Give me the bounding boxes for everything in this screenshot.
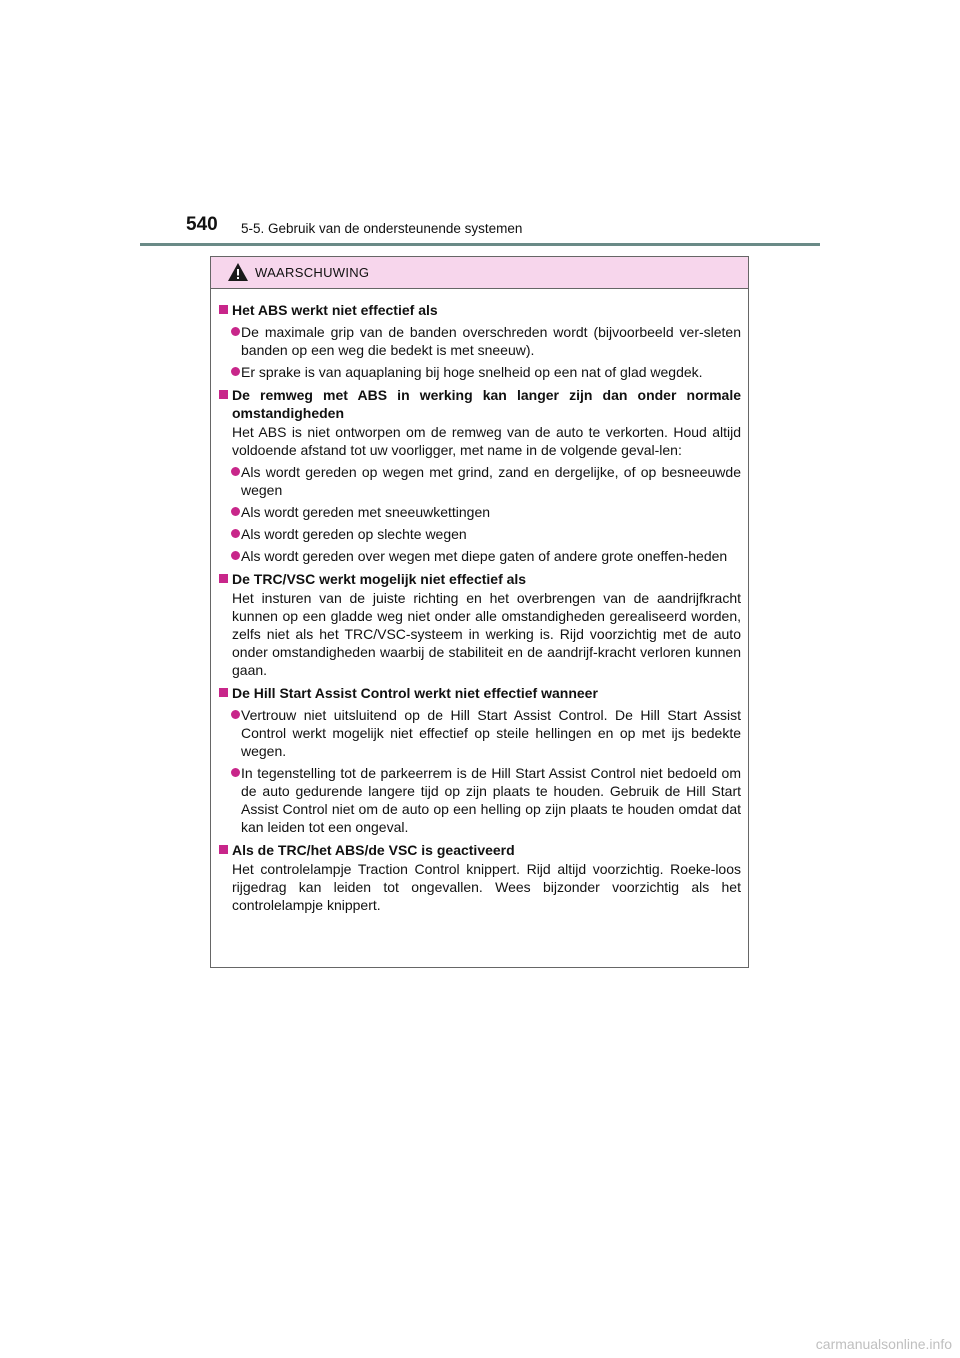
list-item-text: De maximale grip van de banden overschreden wordt (bijvoorbeeld ver-sleten banden op een weg die bedekt is met sneeuw).: [241, 324, 741, 358]
list-item: [218, 706, 741, 760]
list-item: [218, 463, 741, 499]
list-item-text: Als wordt gereden op slechte wegen: [241, 526, 467, 542]
list-item-text: In tegenstelling tot de parkeerrem is de Hill Start Assist Control niet bedoeld om de auto gedurende langere tijd op zijn plaats te houden. Gebruik de Hill Start Assist Control niet om de auto op een helling op zijn plaats te houden omdat dat kan leiden tot een ongeval.: [241, 765, 741, 835]
warning-header: [211, 257, 748, 289]
section-heading: [218, 570, 741, 588]
round-bullet-icon: [231, 710, 240, 719]
square-bullet-icon: [219, 305, 228, 314]
round-bullet-icon: [231, 467, 240, 476]
warning-section: [218, 684, 741, 836]
list-item: [218, 764, 741, 836]
section-text: Het insturen van de juiste richting en het overbrengen van de aandrijfkracht kunnen op een gladde weg niet onder alle omstandigheden gerealiseerd worden, zelfs niet als het TRC/VSC-systeem in werking is. Rijd voorzichtig met de auto onder omstandigheden waarbij de stabiliteit en de aandrijf-kracht verloren kunnen gaan.: [232, 590, 741, 678]
list-item: [218, 363, 741, 381]
section-heading: [218, 301, 741, 319]
section-title: 5-5. Gebruik van de ondersteunende systemen: [241, 221, 523, 236]
round-bullet-icon: [231, 367, 240, 376]
section-text: Het ABS is niet ontworpen om de remweg van de auto te verkorten. Houd altijd voldoende afstand tot uw voorligger, met name in de volgende geval-len:: [232, 424, 741, 458]
section-text: Het controlelampje Traction Control knippert. Rijd altijd voorzichtig. Roeke-loos rijgedrag kan leiden tot ongevallen. Wees bijzonder voorzichtig als het controlelampje knippert.: [232, 861, 741, 913]
section-heading-text: De remweg met ABS in werking kan langer zijn dan onder normale omstandigheden: [232, 387, 741, 421]
round-bullet-icon: [231, 529, 240, 538]
square-bullet-icon: [219, 390, 228, 399]
footer-watermark: carmanualsonline.info: [815, 1336, 952, 1352]
round-bullet-icon: [231, 551, 240, 560]
warning-section: [218, 386, 741, 565]
round-bullet-icon: [231, 327, 240, 336]
list-item-text: Vertrouw niet uitsluitend op de Hill Start Assist Control. De Hill Start Assist Control werkt mogelijk niet effectief op steile hellingen en op met ijs bedekte wegen.: [241, 707, 741, 759]
header-rule: [140, 243, 820, 246]
warning-triangle-icon: [227, 262, 249, 282]
square-bullet-icon: [219, 845, 228, 854]
warning-section: [218, 841, 741, 914]
section-heading: [218, 386, 741, 422]
section-heading-text: De TRC/VSC werkt mogelijk niet effectief als: [232, 571, 527, 587]
list-item: [218, 503, 741, 521]
warning-body: [211, 289, 748, 914]
list-item-text: Als wordt gereden op wegen met grind, zand en dergelijke, of op besneeuwde wegen: [241, 464, 741, 498]
round-bullet-icon: [231, 768, 240, 777]
round-bullet-icon: [231, 507, 240, 516]
warning-box: [210, 256, 749, 968]
page-header: [186, 214, 826, 242]
warning-section: [218, 301, 741, 381]
section-heading-text: De Hill Start Assist Control werkt niet effectief wanneer: [232, 685, 598, 701]
square-bullet-icon: [219, 574, 228, 583]
warning-section: [218, 570, 741, 679]
list-item: [218, 547, 741, 565]
page-number: 540: [186, 214, 218, 235]
section-heading-text: Het ABS werkt niet effectief als: [232, 302, 438, 318]
section-heading: [218, 684, 741, 702]
list-item: [218, 323, 741, 359]
list-item: [218, 525, 741, 543]
list-item-text: Er sprake is van aquaplaning bij hoge snelheid op een nat of glad wegdek.: [241, 364, 703, 380]
warning-title: WAARSCHUWING: [255, 265, 370, 280]
list-item-text: Als wordt gereden over wegen met diepe gaten of andere grote oneffen-heden: [241, 548, 728, 564]
square-bullet-icon: [219, 688, 228, 697]
section-heading-text: Als de TRC/het ABS/de VSC is geactiveerd: [232, 842, 515, 858]
list-item-text: Als wordt gereden met sneeuwkettingen: [241, 504, 491, 520]
section-heading: [218, 841, 741, 859]
